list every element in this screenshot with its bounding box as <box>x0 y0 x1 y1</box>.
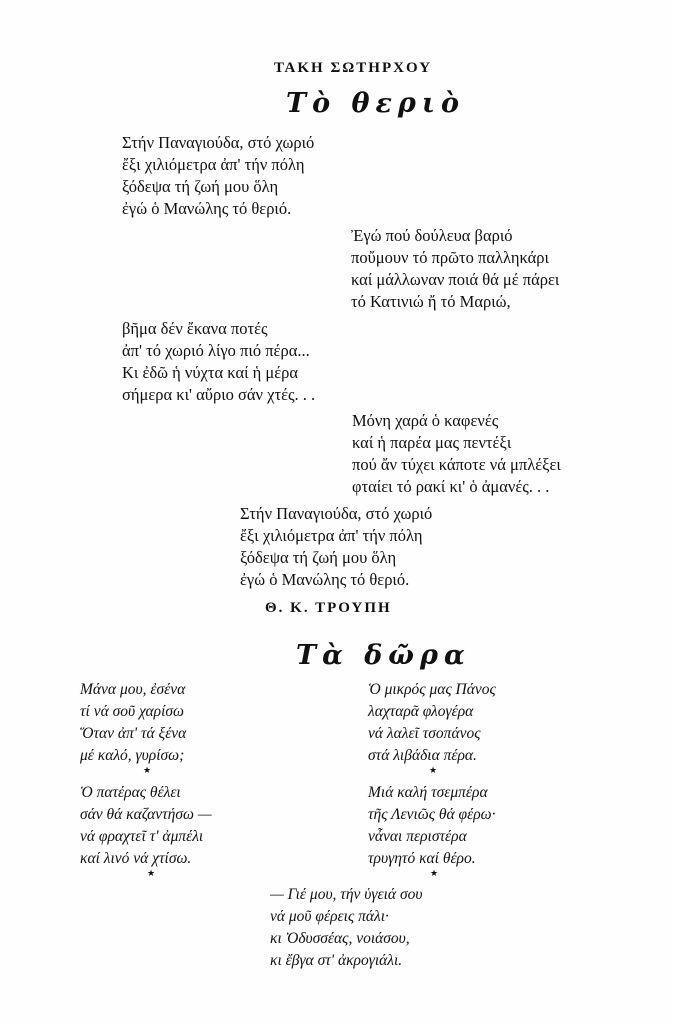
verse-line: στά λιβάδια πέρα. <box>368 747 477 764</box>
verse-line: Ὅταν ἀπ' τά ξένα <box>80 725 187 742</box>
verse-line: τρυγητό καί θέρο. <box>368 850 476 867</box>
star-separator: ★ <box>429 766 438 776</box>
verse-line: τῆς Λενιῶς θά φέρω· <box>368 806 496 823</box>
verse-line: τί νά σοῦ χαρίσω <box>80 703 184 720</box>
verse-line: κι Ὀδυσσέας, νοιάσου, <box>270 930 410 947</box>
star-separator: ★ <box>430 869 439 879</box>
verse-line: λαχταρᾶ φλογέρα <box>368 703 474 720</box>
verse-line: Μόνη χαρά ὁ καφενές <box>352 411 499 430</box>
verse-line: ἀπ' τό χωριό λίγο πιό πέρα... <box>122 341 310 360</box>
verse-line: καί μάλλωναν ποιά θά μέ πάρει <box>351 270 560 289</box>
verse-line: σάν θά καζαντήσω — <box>80 806 212 823</box>
star-separator: ★ <box>147 869 156 879</box>
verse-line: ἐγώ ὁ Μανώλης τό θεριό. <box>240 570 410 589</box>
verse-line: Στήν Παναγιούδα, στό χωριό <box>240 504 433 523</box>
poem1-stanza-3 <box>122 318 315 406</box>
verse-line: — Γιέ μου, τήν ὑγειά σου <box>270 886 423 903</box>
verse-line: καί λινό νά χτίσω. <box>80 850 192 867</box>
verse-line: νά μοῦ φέρεις πάλι· <box>270 908 389 925</box>
verse-line: Ὁ πατέρας θέλει <box>80 784 181 801</box>
verse-line: ἔξι χιλιόμετρα ἀπ' τήν πόλη <box>240 526 423 545</box>
verse-line: νά λαλεῖ τσοπάνος <box>368 725 481 742</box>
poem2-stanza-1 <box>80 679 186 767</box>
verse-line: μέ καλό, γυρίσω; <box>80 747 185 764</box>
verse-line: ἔξι χιλιόμετρα ἀπ' τήν πόλη <box>122 155 305 174</box>
verse-line: ξόδεψα τή ζωή μου ὅλη <box>122 177 279 196</box>
poem2-stanza-5 <box>270 884 422 972</box>
poem1-author: ΤΑΚΗ ΣΩΤΗΡΧΟΥ <box>274 60 433 76</box>
verse-line: Ἐγώ πού δούλευα βαριό <box>351 226 513 245</box>
poem2-stanza-2 <box>368 679 496 767</box>
poem1-title: Τὸ θεριὸ <box>286 88 465 119</box>
poem2-author: Θ. Κ. ΤΡΟΥΠΗ <box>265 600 392 616</box>
poem1-stanza-1 <box>122 132 314 220</box>
verse-line: Ὁ μικρός μας Πάνος <box>368 681 496 698</box>
verse-line: σήμερα κι' αὔριο σάν χτές. . . <box>122 385 316 404</box>
verse-line: κι ἔβγα στ' ἀκρογιάλι. <box>270 952 403 969</box>
poem1-stanza-4 <box>352 410 561 498</box>
verse-line: πού ἄν τύχει κάποτε νά μπλέξει <box>352 455 561 474</box>
verse-line: φταίει τό ρακί κι' ὁ ἀμανές. . . <box>352 477 550 496</box>
poem2-title: Τὰ δῶρα <box>296 640 471 671</box>
verse-line: Μιά καλή τσεμπέρα <box>368 784 488 801</box>
verse-line: ποὔμουν τό πρῶτο παλληκάρι <box>351 248 549 267</box>
poem1-stanza-5 <box>240 503 432 591</box>
verse-line: Κι ἐδῶ ἡ νύχτα καί ἡ μέρα <box>122 363 299 382</box>
verse-line: τό Κατινιώ ἤ τό Μαριώ, <box>351 292 511 311</box>
verse-line: νά φραχτεῖ τ' ἀμπέλι <box>80 828 204 845</box>
verse-line: Μάνα μου, ἐσένα <box>80 681 186 698</box>
verse-line: νἆναι περιστέρα <box>368 828 467 845</box>
verse-line: καί ἡ παρέα μας πεντέξι <box>352 433 512 452</box>
poem2-stanza-3 <box>80 782 212 870</box>
poem2-stanza-4 <box>368 782 495 870</box>
verse-line: ξόδεψα τή ζωή μου ὅλη <box>240 548 397 567</box>
poem1-stanza-2 <box>351 225 559 313</box>
verse-line: ἐγώ ὁ Μανώλης τό θεριό. <box>122 199 292 218</box>
verse-line: βῆμα δέν ἔκανα ποτές <box>122 319 268 338</box>
star-separator: ★ <box>143 766 152 776</box>
verse-line: Στήν Παναγιούδα, στό χωριό <box>122 133 315 152</box>
